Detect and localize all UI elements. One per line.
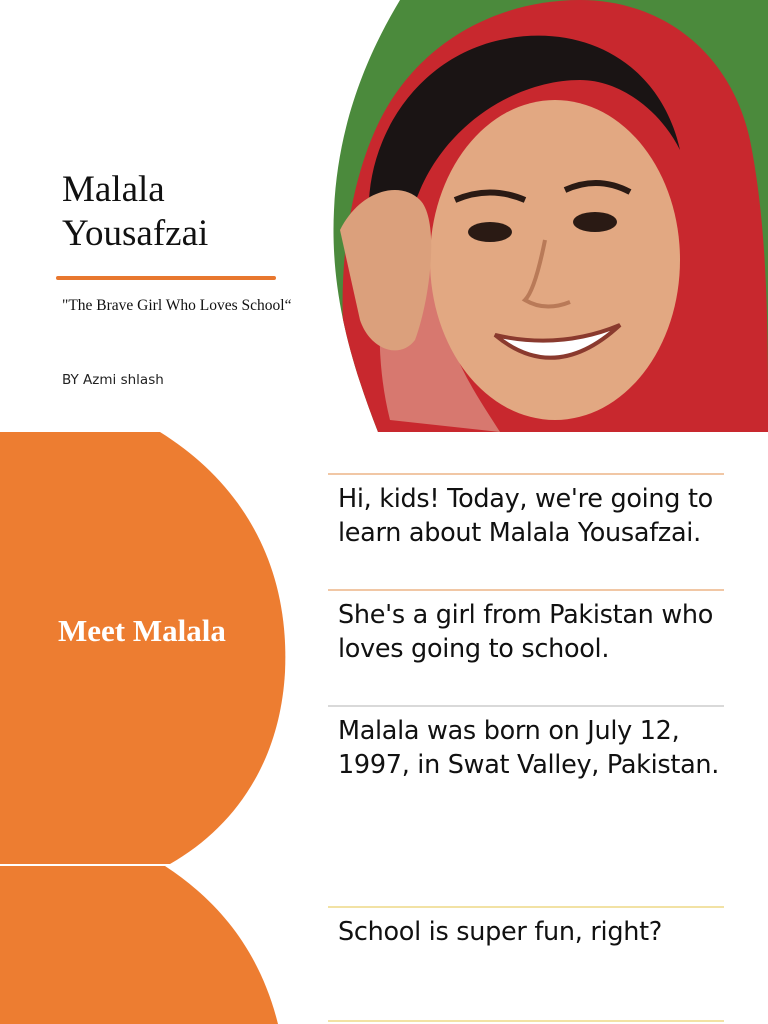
portrait-photo (330, 0, 768, 432)
right-eye (573, 212, 617, 232)
divider (328, 589, 724, 591)
orange-accent-shape (0, 432, 290, 1024)
divider (328, 906, 724, 908)
page-title: Malala Yousafzai (62, 169, 209, 254)
intro-line-4: School is super fun, right? (338, 917, 663, 947)
author-byline: BY Azmi shlash (62, 372, 164, 388)
divider (328, 1020, 724, 1022)
divider (328, 473, 724, 475)
intro-line-1: Hi, kids! Today, we're going to learn about Malala Yousafzai. (338, 484, 713, 548)
face (430, 100, 680, 420)
intro-line-2: She's a girl from Pakistan who loves going to school. (338, 600, 714, 664)
title-underline (56, 276, 276, 280)
left-eye (468, 222, 512, 242)
orange-lower-shape (0, 866, 278, 1024)
section-heading: Meet Malala (58, 613, 226, 648)
intro-line-3: Malala was born on July 12, 1997, in Swat Valley, Pakistan. (338, 716, 720, 780)
subtitle: "The Brave Girl Who Loves School“ (62, 297, 292, 314)
divider (328, 705, 724, 707)
